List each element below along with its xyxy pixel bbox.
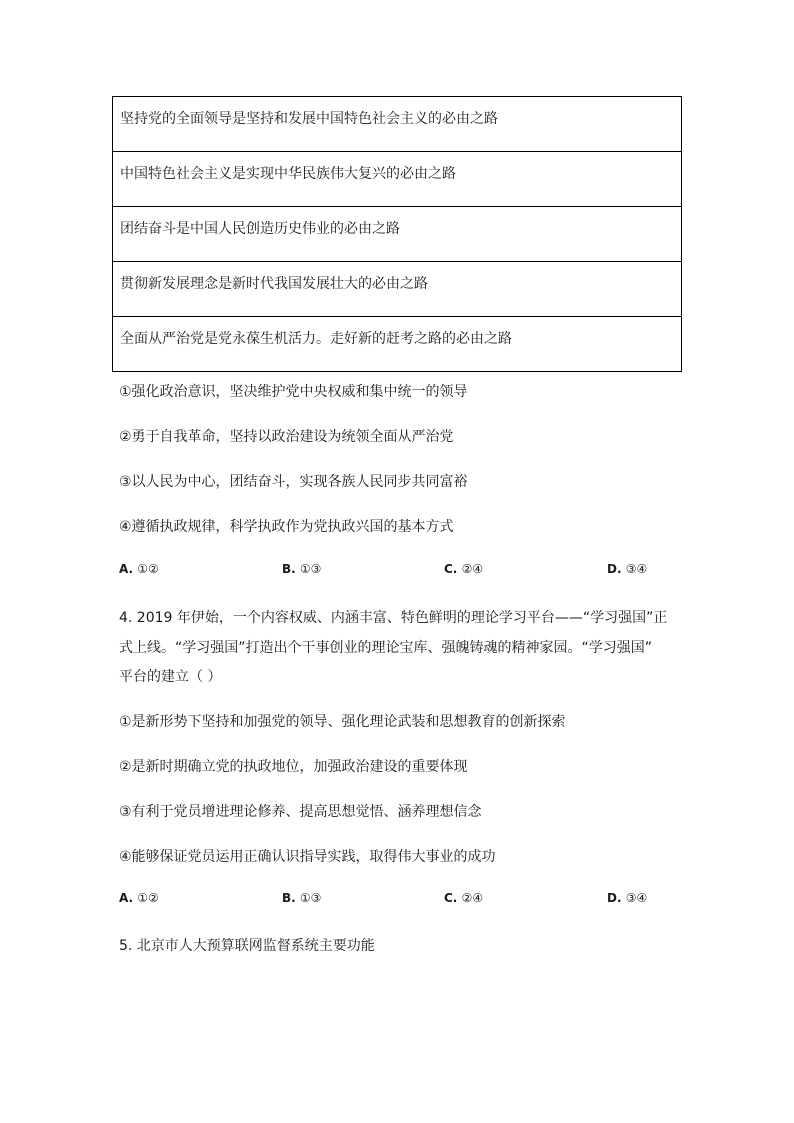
q4-stem-line-2: 式上线。“学习强国”打造出个干事创业的理论宝库、强魄铸魂的精神家园。“学习强国” [119,640,653,656]
table-cell: 坚持党的全面领导是坚持和发展中国特色社会主义的必由之路 [113,97,682,152]
table-cell: 中国特色社会主义是实现中华民族伟大复兴的必由之路 [113,152,682,207]
table-row [113,97,682,152]
q4-statement-4: ④能够保证党员运用正确认识指导实践，取得伟大事业的成功 [119,849,496,865]
option-value: ②④ [461,891,484,905]
q4-statement-2: ②是新时期确立党的执政地位，加强政治建设的重要体现 [119,759,468,775]
table-row [113,207,682,262]
q3-option-b[interactable] [282,562,321,576]
table-cell: 贯彻新发展理念是新时代我国发展壮大的必由之路 [113,262,682,317]
q3-statement-4: ④遵循执政规律，科学执政作为党执政兴国的基本方式 [119,519,454,535]
q4-option-a[interactable] [119,891,159,905]
table-row [113,262,682,317]
q3-option-a[interactable] [119,562,159,576]
option-letter: B. [282,891,296,905]
table-row [113,317,682,372]
option-letter: A. [119,891,134,905]
table-cell: 团结奋斗是中国人民创造历史伟业的必由之路 [113,207,682,262]
option-letter: A. [119,562,134,576]
option-value: ③④ [625,562,648,576]
table-cell: 全面从严治党是党永葆生机活力。走好新的赶考之路的必由之路 [113,317,682,372]
option-value: ③④ [625,891,648,905]
q5-stem-line-1: 5. 北京市人大预算联网监督系统主要功能 [119,938,375,954]
q4-stem-line-3: 平台的建立（ ） [119,669,222,685]
option-value: ②④ [461,562,484,576]
q4-stem-line-1: 4. 2019 年伊始，一个内容权威、内涵丰富、特色鲜明的理论学习平台——“学习强国”正 [119,610,668,626]
option-letter: B. [282,562,296,576]
table-row [113,152,682,207]
option-letter: D. [607,891,622,905]
q3-statement-2: ②勇于自我革命，坚持以政治建设为统领全面从严治党 [119,429,454,445]
option-value: ①② [137,891,159,905]
q4-option-b[interactable] [282,891,321,905]
option-letter: C. [444,891,458,905]
q4-option-d[interactable] [607,891,647,905]
option-value: ①② [137,562,159,576]
q4-option-c[interactable] [444,891,483,905]
q4-statement-3: ③有利于党员增进理论修养、提高思想觉悟、涵养理想信念 [119,804,482,820]
statements-table [112,96,682,372]
q3-statement-3: ③以人民为中心，团结奋斗，实现各族人民同步共同富裕 [119,474,468,490]
q3-statement-1: ①强化政治意识，坚决维护党中央权威和集中统一的领导 [119,384,468,400]
q4-statement-1: ①是新形势下坚持和加强党的领导、强化理论武装和思想教育的创新探索 [119,714,566,730]
q3-option-d[interactable] [607,562,647,576]
option-value: ①③ [299,891,322,905]
option-value: ①③ [299,562,322,576]
q3-option-c[interactable] [444,562,483,576]
option-letter: C. [444,562,458,576]
option-letter: D. [607,562,622,576]
